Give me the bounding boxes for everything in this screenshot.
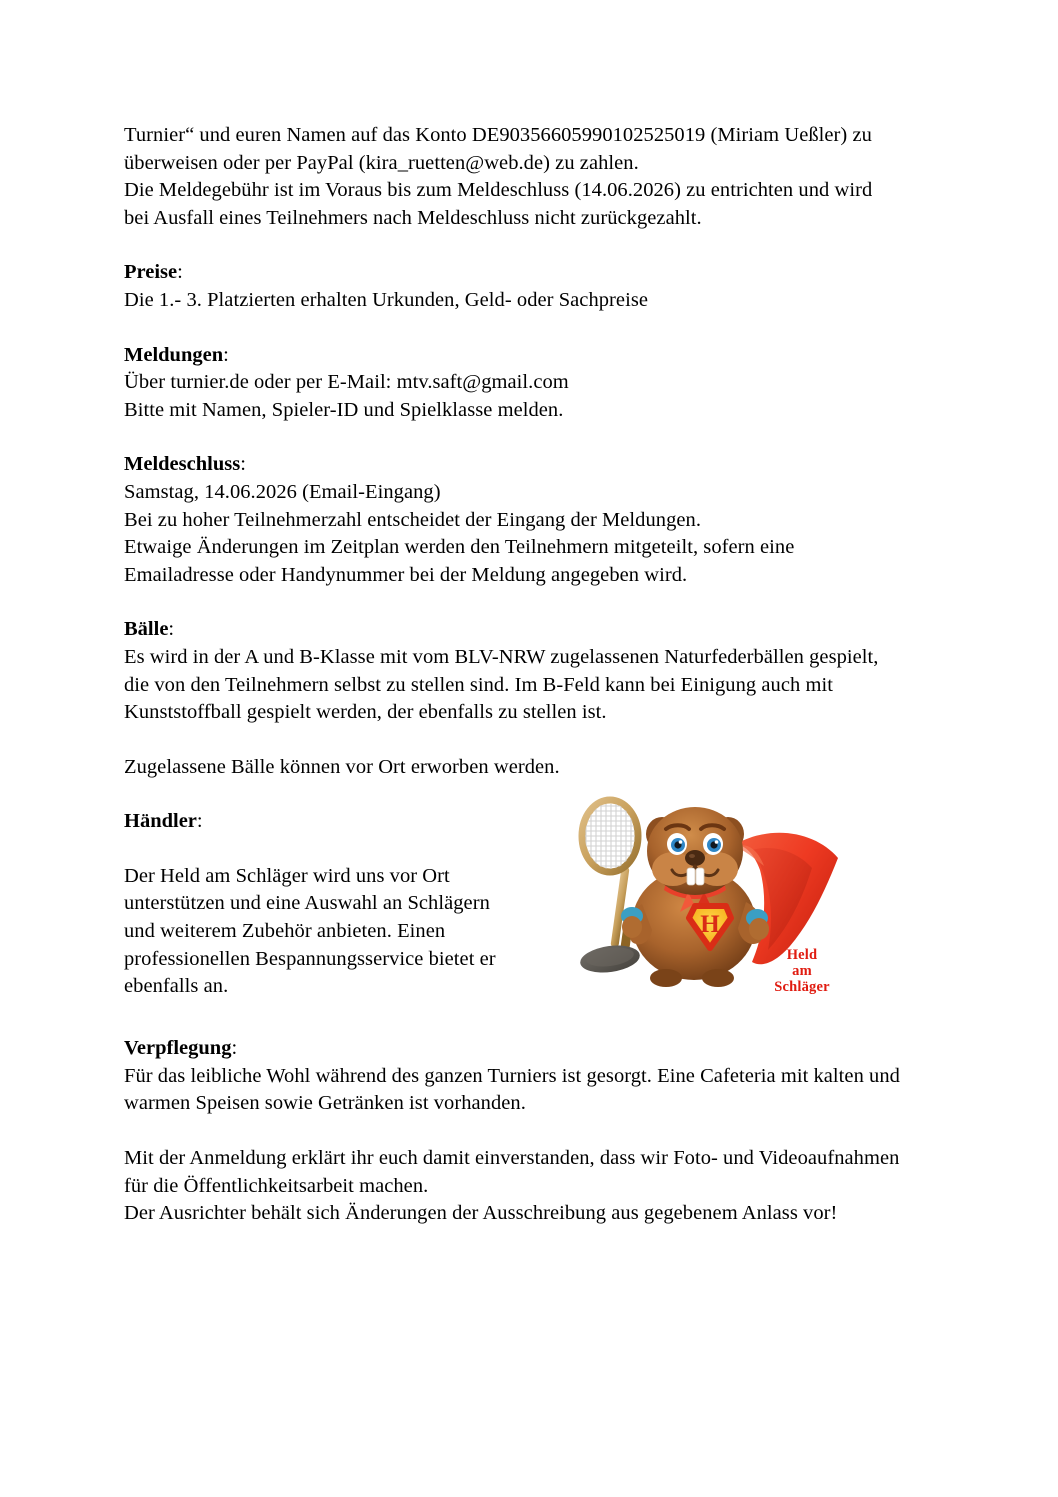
logo-text-line-2: am <box>792 963 812 980</box>
intro-line-3: Die Meldegebühr ist im Voraus bis zum Meldeschluss (14.06.2026) zu entrichten und wird <box>124 179 873 202</box>
section-heading-verpflegung <box>124 1035 930 1063</box>
section-schluss <box>124 1145 930 1228</box>
svg-text:H: H <box>700 911 720 939</box>
heading-label: Verpflegung <box>124 1037 232 1060</box>
spacer <box>124 727 930 754</box>
intro-line-2: überweisen oder per PayPal (kira_ruetten@web.de) zu zahlen. <box>124 151 639 174</box>
intro-line-1: Turnier“ und euren Namen auf das Konto DE90356605990102525019 (Miriam Ueßler) zu <box>124 124 872 146</box>
verpflegung-line-2: warmen Speisen sowie Getränken ist vorhanden. <box>124 1092 526 1115</box>
meldeschluss-line-1: Samstag, 14.06.2026 (Email-Eingang) <box>124 480 441 503</box>
section-meldungen <box>124 342 930 425</box>
baelle-line-1: Es wird in der A und B-Klasse mit vom BLV-NRW zugelassenen Naturfederbällen gespielt, <box>124 645 879 668</box>
meldeschluss-line-3: Etwaige Änderungen im Zeitplan werden den Teilnehmern mitgeteilt, sofern eine <box>124 536 795 559</box>
heading-colon: : <box>177 261 183 284</box>
section-preise <box>124 259 930 314</box>
heading-colon: : <box>240 453 246 476</box>
haendler-paragraph <box>124 863 524 1001</box>
logo-wordmark <box>754 947 850 995</box>
section-heading-meldungen <box>124 342 930 370</box>
heading-label: Meldungen <box>124 343 224 366</box>
schluss-line-2: für die Öffentlichkeitsarbeit machen. <box>124 1174 429 1197</box>
section-heading-baelle <box>124 616 930 644</box>
heading-colon: : <box>168 618 175 641</box>
heading-label: Preise <box>124 261 178 284</box>
spacer <box>124 232 930 259</box>
haendler-line-1: Der Held am Schläger wird uns vor Ort <box>124 864 450 887</box>
haendler-line-5: ebenfalls an. <box>124 975 229 998</box>
heading-colon: : <box>223 343 229 366</box>
logo-text-line-3: Schläger <box>774 979 830 996</box>
meldeschluss-line-2: Bei zu hoher Teilnehmerzahl entscheidet der Eingang der Meldungen. <box>124 508 701 531</box>
heading-label: Meldeschluss <box>124 453 241 476</box>
spacer <box>124 1008 930 1035</box>
logo-text-line-1: Held <box>786 947 818 964</box>
heading-label: Händler <box>124 810 197 833</box>
held-am-schlaeger-logo <box>576 796 854 1001</box>
section-meldeschluss <box>124 451 930 589</box>
meldungen-line-2: Bitte mit Namen, Spieler-ID und Spielklasse melden. <box>124 398 564 421</box>
heading-label: Bälle <box>124 618 169 641</box>
schluss-line-1: Mit der Anmeldung erklärt ihr euch damit einverstanden, dass wir Foto- und Videoaufnahmen <box>124 1147 900 1170</box>
haendler-line-2: unterstützen und eine Auswahl an Schlägern <box>124 892 490 915</box>
section-baelle <box>124 616 930 781</box>
document-body <box>124 122 930 1228</box>
spacer <box>124 589 930 616</box>
section-verpflegung <box>124 1035 930 1118</box>
heading-colon: : <box>196 810 203 833</box>
spacer <box>124 315 930 342</box>
baelle-line-3: Kunststoffball gespielt werden, der ebenfalls zu stellen ist. <box>124 701 607 724</box>
haendler-line-3: und weiterem Zubehör anbieten. Einen <box>124 920 446 943</box>
schluss-line-3: Der Ausrichter behält sich Änderungen der Ausschreibung aus gegebenem Anlass vor! <box>124 1202 838 1225</box>
section-heading-preise <box>124 259 930 287</box>
heading-colon: : <box>231 1037 238 1060</box>
spacer <box>124 1118 930 1145</box>
section-heading-meldeschluss <box>124 451 930 479</box>
haendler-line-4: professionellen Bespannungsservice bietet er <box>124 947 496 970</box>
meldungen-line-1: Über turnier.de oder per E-Mail: mtv.saft@gmail.com <box>124 371 569 394</box>
spacer <box>124 424 930 451</box>
intro-line-4: bei Ausfall eines Teilnehmers nach Meldeschluss nicht zurückgezahlt. <box>124 206 702 229</box>
beaver-tail-icon <box>578 942 641 976</box>
baelle-line-2: die von den Teilnehmern selbst zu stellen sind. Im B-Feld kann bei Einigung auch mit <box>124 673 833 696</box>
baelle-line-4: Zugelassene Bälle können vor Ort erworben werden. <box>124 755 560 778</box>
beaver-head <box>646 807 744 895</box>
verpflegung-line-1: Für das leibliche Wohl während des ganzen Turniers ist gesorgt. Eine Cafeteria mit kalten und <box>124 1064 900 1087</box>
meldeschluss-line-4: Emailadresse oder Handynummer bei der Meldung angegeben wird. <box>124 563 688 586</box>
intro-paragraph <box>124 122 930 232</box>
section-haendler <box>124 808 930 1008</box>
preise-line-1: Die 1.- 3. Platzierten erhalten Urkunden, Geld- oder Sachpreise <box>124 288 648 311</box>
